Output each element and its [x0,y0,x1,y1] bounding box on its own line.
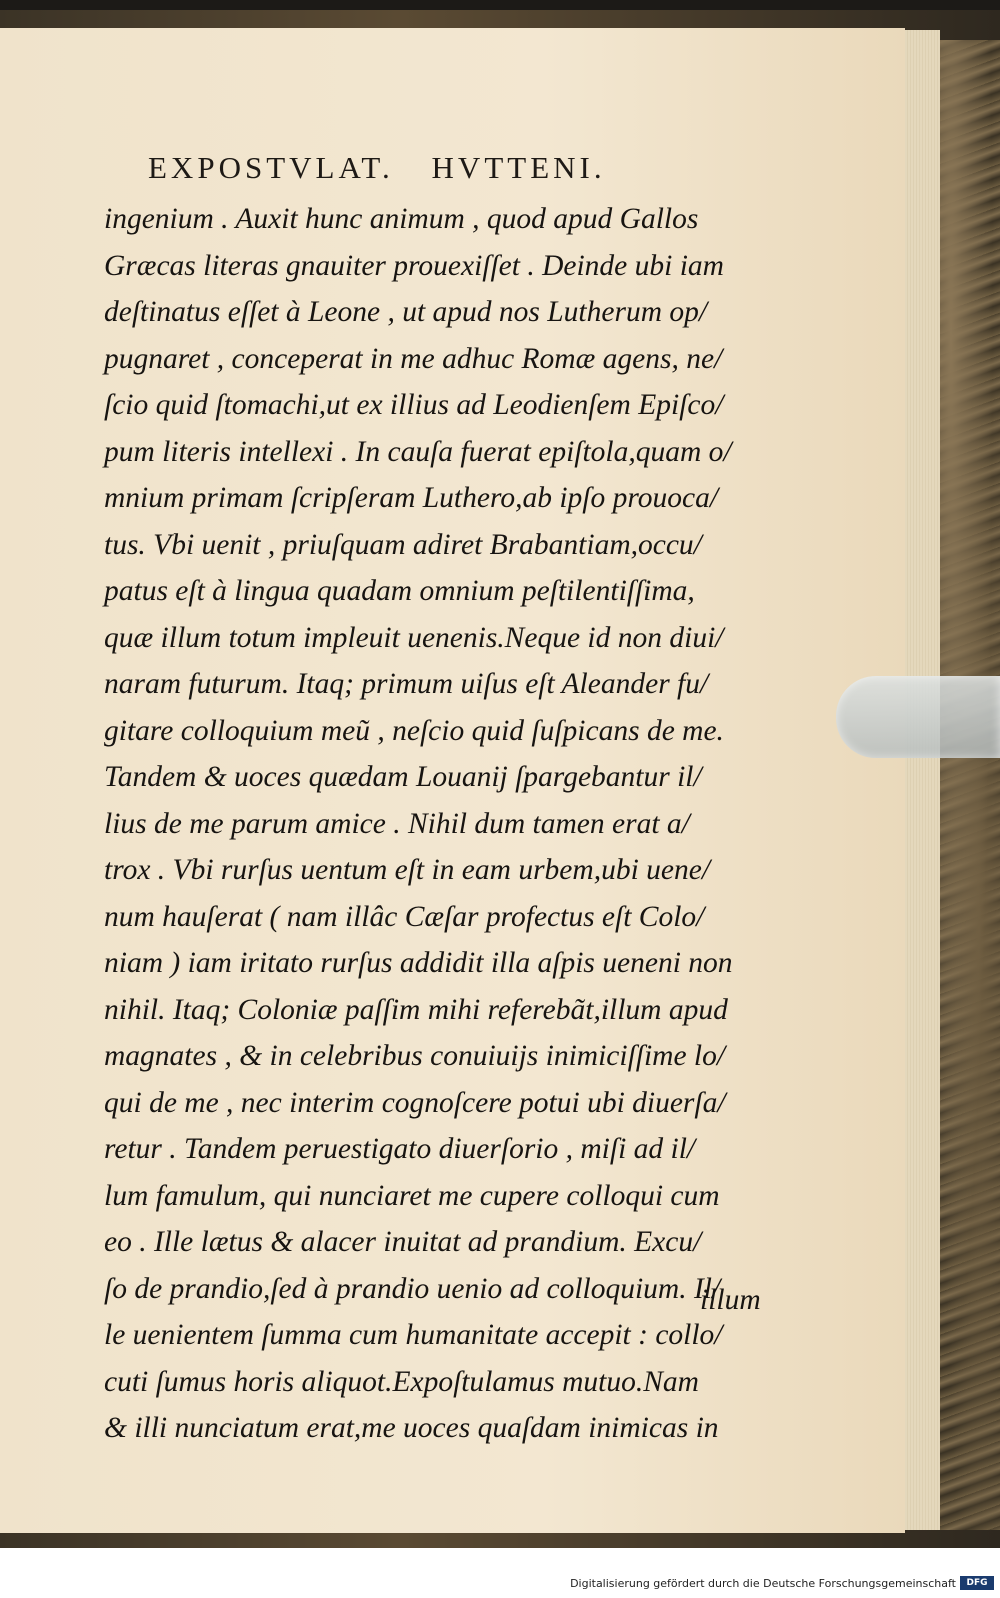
text-line: naram futurum. Itaq; primum uiſus eſt Aleander fu/ [104,668,709,700]
text-block [104,196,794,1452]
marbled-cover-edge [930,40,1000,1530]
text-line: qui de me , nec interim cognoſcere potui ubi diuerſa/ [104,1086,726,1119]
text-line: Tandem & uoces quædam Louanij ſpargebantur il/ [104,761,702,793]
text-line: lius de me parum amice . Nihil dum tamen erat a/ [104,807,690,840]
running-head-left: EXPOSTVLAT. [148,150,394,185]
text-line: le uenientem ſumma cum humanitate accepit : collo/ [104,1319,723,1351]
text-line: ſo de prandio,ſed à prandio uenio ad colloquium. Il/ [104,1272,721,1305]
catchword: illum [700,1284,761,1316]
funding-credit: Digitalisierung gefördert durch die Deutsche Forschungsgemeinschaft [570,1577,956,1590]
page-clip [836,676,1000,758]
page-block-edge [900,30,940,1530]
text-line: tus. Vbi uenit , priuſquam adiret Brabantiam,occu/ [104,528,702,561]
text-line: cuti ſumus horis aliquot.Expoſtulamus mutuo.Nam [104,1365,699,1398]
text-line: pugnaret , conceperat in me adhuc Romæ agens, ne/ [104,342,723,375]
text-line: ingenium . Auxit hunc animum , quod apud Gallos [104,203,699,235]
dfg-logo: DFG [960,1576,994,1590]
footer-bar [0,1548,1000,1598]
text-line: Græcas literas gnauiter prouexiſſet . Deinde ubi iam [104,249,724,282]
text-line: niam ) iam iritato rurſus addidit illa aſpis ueneni non [104,947,733,979]
text-line: eo . Ille lætus & alacer inuitat ad prandium. Excu/ [104,1226,702,1258]
text-line: nihil. Itaq; Coloniæ paſſim mihi referebãt,illum apud [104,993,728,1026]
text-line: num hauſerat ( nam illâc Cæſar profectus eſt Colo/ [104,900,705,933]
running-head [148,150,748,186]
text-line: mnium primam ſcripſeram Luthero,ab ipſo prouoca/ [104,482,719,514]
text-line: & illi nunciatum erat,me uoces quaſdam inimicas in [104,1412,719,1444]
text-line: quæ illum totum impleuit uenenis.Neque id non diui/ [104,621,724,654]
text-line: pum literis intellexi . In cauſa fuerat epiſtola,quam o/ [104,435,732,468]
text-line: lum famulum, qui nunciaret me cupere colloqui cum [104,1179,720,1212]
text-line: gitare colloquium meũ , neſcio quid ſuſpicans de me. [104,714,724,747]
text-line: trox . Vbi rurſus uentum eſt in eam urbem,ubi uene/ [104,854,711,886]
text-line: retur . Tandem peruestigato diuerſorio , miſi ad il/ [104,1133,696,1165]
text-line: magnates , & in celebribus conuiuijs inimiciſſime lo/ [104,1040,726,1072]
running-head-right: HVTTENI. [431,150,606,185]
text-line: deſtinatus eſſet à Leone , ut apud nos Lutherum op/ [104,296,708,328]
text-line: patus eſt à lingua quadam omnium peſtilentiſſima, [104,575,695,607]
text-line: ſcio quid ſtomachi,ut ex illius ad Leodienſem Epiſco/ [104,389,724,421]
